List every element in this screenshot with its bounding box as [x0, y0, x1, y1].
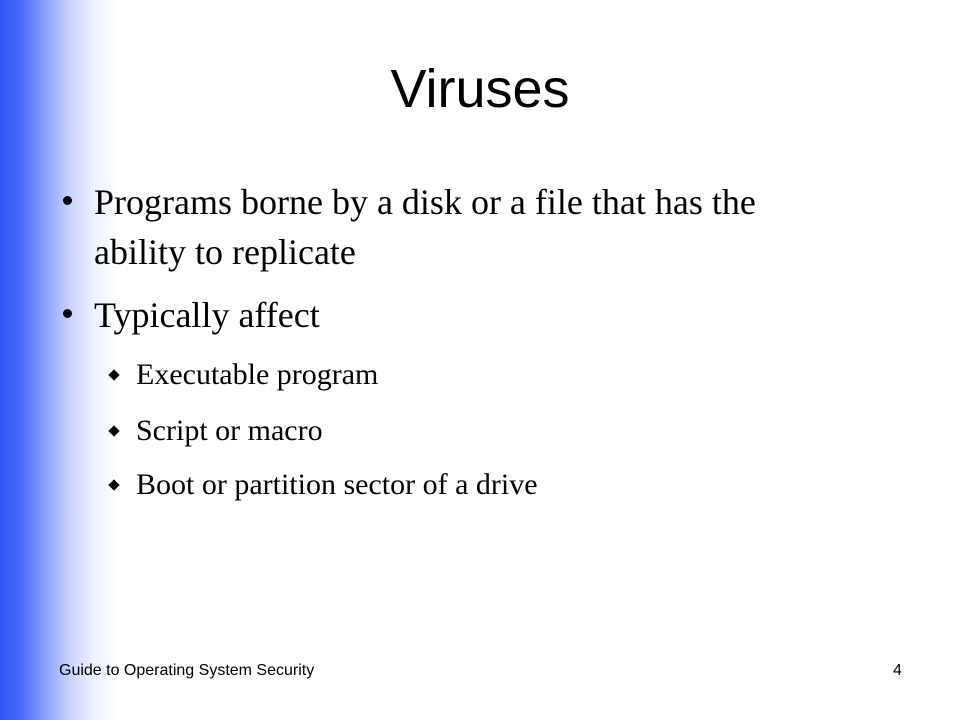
black-diamond-icon	[108, 369, 119, 380]
page-number: 4	[893, 662, 902, 679]
slide-title: Viruses	[390, 59, 570, 119]
sub-bullet-2-text: Script or macro	[136, 414, 323, 447]
black-dot-icon	[63, 309, 72, 318]
black-dot-icon	[63, 196, 72, 205]
black-diamond-icon	[108, 425, 119, 436]
bullet-1-line-2: ability to replicate	[94, 232, 356, 272]
black-diamond-icon	[108, 479, 119, 490]
sub-bullet-3-text: Boot or partition sector of a drive	[136, 468, 538, 501]
sub-bullet-1-text: Executable program	[136, 358, 379, 391]
footer-text: Guide to Operating System Security	[59, 662, 315, 679]
bullet-2-text: Typically affect	[94, 295, 320, 335]
bullet-1-line-1: Programs borne by a disk or a file that has the	[94, 182, 756, 222]
